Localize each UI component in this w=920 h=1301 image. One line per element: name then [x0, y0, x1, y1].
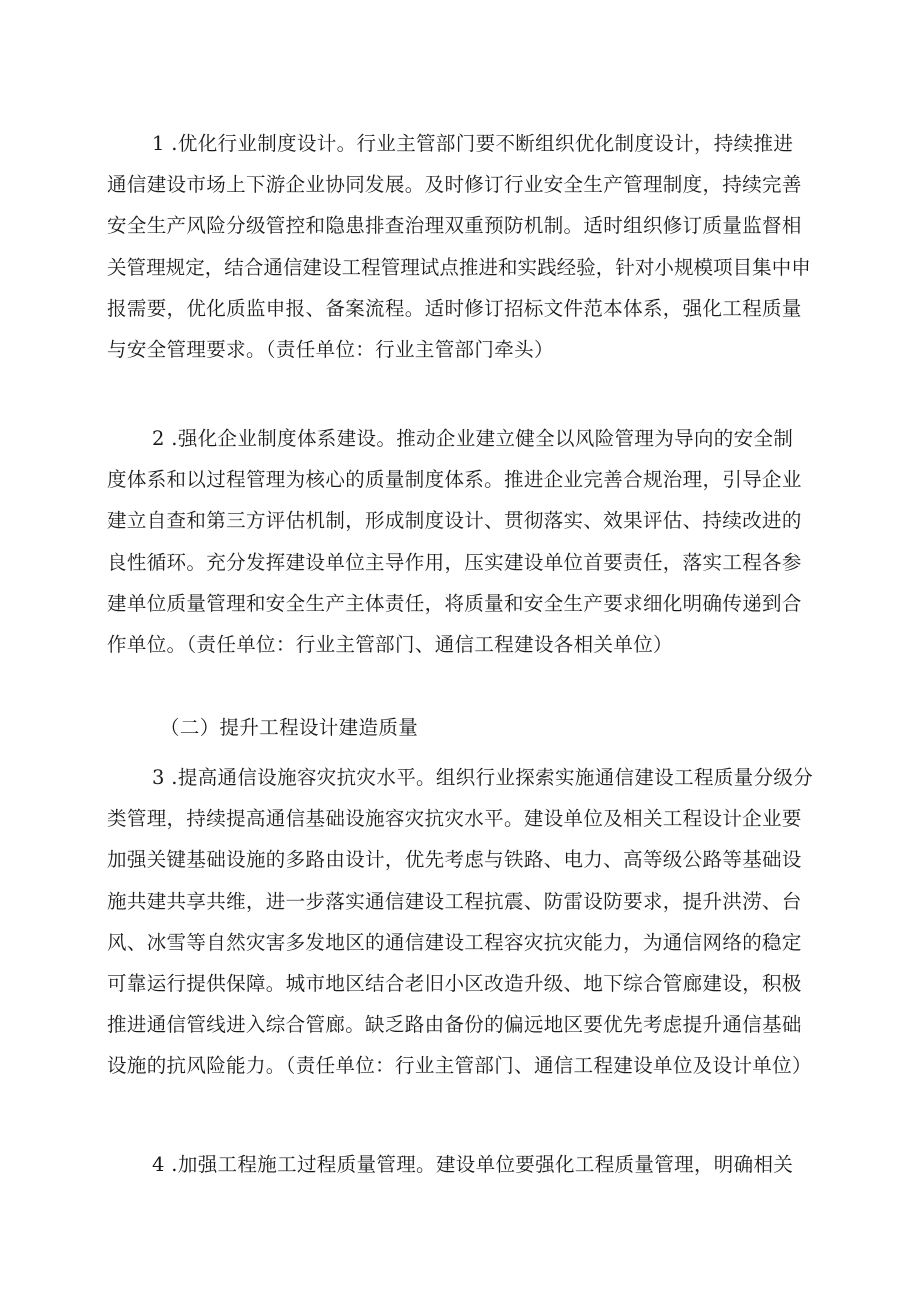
text-line: 设施的抗风险能力。（责任单位：行业主管部门、通信工程建设单位及设计单位）	[107, 1054, 812, 1078]
text-line: 3 .提高通信设施容灾抗灾水平。组织行业探索实施通信建设工程质量分级分	[152, 766, 814, 789]
paragraph-3	[107, 757, 813, 1087]
text-line: 与安全管理要求。（责任单位：行业主管部门牵头）	[107, 338, 554, 362]
text-line: 良性循环。充分发挥建设单位主导作用，压实建设单位首要责任，落实工程各参	[107, 550, 802, 574]
text-line: 报需要，优化质监申报、备案流程。适时修订招标文件范本体系，强化工程质量	[107, 296, 802, 320]
text-line: 可靠运行提供保障。城市地区结合老旧小区改造升级、地下综合管廊建设，积极	[107, 972, 802, 996]
text-line: 通信建设市场上下游企业协同发展。及时修订行业安全生产管理制度，持续完善	[107, 173, 802, 197]
text-line: 建单位质量管理和安全生产主体责任，将质量和安全生产要求细化明确传递到合	[107, 591, 802, 615]
paragraph-4	[107, 1144, 813, 1185]
text-line: 关管理规定，结合通信建设工程管理试点推进和实践经验，针对小规模项目集中申	[107, 255, 811, 279]
text-line: 风、冰雪等自然灾害多发地区的通信建设工程容灾抗灾能力，为通信网络的稳定	[107, 930, 802, 954]
text-line: 2 .强化企业制度体系建设。推动企业建立健全以风险管理为导向的安全制	[152, 427, 794, 450]
paragraph-1	[107, 123, 813, 370]
paragraph-2	[107, 418, 813, 665]
text-line: 1 .优化行业制度设计。行业主管部门要不断组织优化制度设计，持续推进	[152, 132, 794, 155]
section-heading: （二）提升工程设计建造质量	[160, 716, 419, 739]
text-line: 4 .加强工程施工过程质量管理。建设单位要强化工程质量管理，明确相关	[152, 1153, 794, 1176]
text-line: 建立自查和第三方评估机制，形成制度设计、贯彻落实、效果评估、持续改进的	[107, 509, 802, 533]
text-line: 施共建共享共维，进一步落实通信建设工程抗震、防雷设防要求，提升洪涝、台	[107, 889, 802, 913]
text-line: 安全生产风险分级管控和隐患排查治理双重预防机制。适时组织修订质量监督相	[107, 214, 802, 238]
text-line: 类管理，持续提高通信基础设施容灾抗灾水平。建设单位及相关工程设计企业要	[107, 807, 802, 831]
text-line: 推进通信管线进入综合管廊。缺乏路由备份的偏远地区要优先考虑提升通信基础	[107, 1013, 802, 1037]
text-line: 加强关键基础设施的多路由设计，优先考虑与铁路、电力、高等级公路等基础设	[107, 848, 802, 872]
text-line: 作单位。（责任单位：行业主管部门、通信工程建设各相关单位）	[107, 633, 673, 657]
text-line: 度体系和以过程管理为核心的质量制度体系。推进企业完善合规治理，引导企业	[107, 468, 802, 492]
